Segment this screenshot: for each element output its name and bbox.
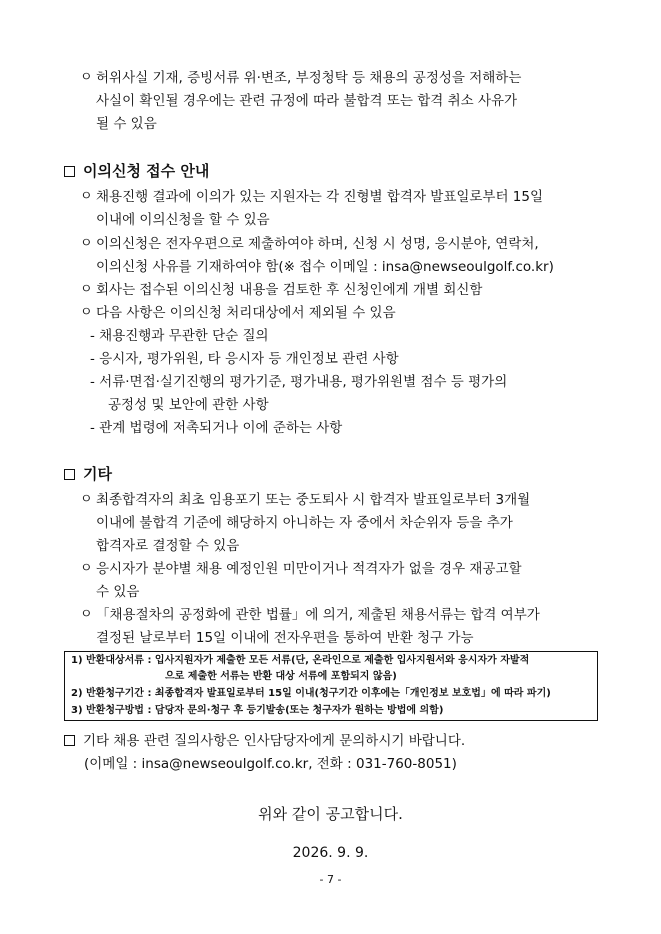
notice-date: 2026. 9. 9. bbox=[292, 845, 369, 861]
bullet: ㅇ bbox=[80, 236, 93, 251]
note-2: 2) 반환청구기간 : 최종합격자 발표일로부터 15일 이내(청구기간 이후에는「개인정보 보호법」에 따라 파기) bbox=[71, 688, 551, 699]
objection-item-1-line-2: 이내에 이의신청을 할 수 있음 bbox=[96, 212, 270, 228]
bullet: ㅇ bbox=[80, 607, 93, 622]
square-bullet-icon bbox=[64, 166, 75, 177]
other-item-1-line-2: 이내에 불합격 기준에 해당하지 아니하는 자 중에서 차순위자 등을 추가 bbox=[96, 515, 513, 531]
objection-item-2-line-1: 이의신청은 전자우편으로 제출하여야 하며, 신청 시 성명, 응시분야, 연락처, bbox=[96, 236, 539, 252]
bullet: ㅇ bbox=[80, 189, 93, 204]
block1-line-2: 사실이 확인될 경우에는 관련 규정에 따라 불합격 또는 합격 취소 사유가 bbox=[96, 93, 518, 109]
bullet: ㅇ bbox=[80, 70, 93, 85]
section-heading-objection bbox=[64, 160, 209, 182]
objection-item-3: 회사는 접수된 이의신청 내용을 검토한 후 신청인에게 개별 회신함 bbox=[96, 282, 483, 298]
other-item-3-line-1: 「채용절차의 공정화에 관한 법률」에 의거, 제출된 채용서류는 합격 여부가 bbox=[96, 607, 540, 623]
other-item-1-line-3: 합격자로 결정할 수 있음 bbox=[96, 538, 240, 554]
closing-statement: 위와 같이 공고합니다. bbox=[258, 805, 403, 823]
dash-item-4: - 관계 법령에 저촉되거나 이에 준하는 사항 bbox=[90, 420, 343, 436]
section-title: 이의신청 접수 안내 bbox=[83, 162, 210, 180]
dash-item-1: - 채용진행과 무관한 단순 질의 bbox=[90, 328, 269, 344]
note-3: 3) 반환청구방법 : 담당자 문의·청구 후 등기발송(또는 청구자가 원하는 방법에 의함) bbox=[71, 705, 444, 716]
other-item-1-line-1: 최종합격자의 최초 임용포기 또는 중도퇴사 시 합격자 발표일로부터 3개월 bbox=[96, 492, 531, 508]
section-title: 기타 bbox=[83, 465, 112, 483]
contact-line-1: 기타 채용 관련 질의사항은 인사담당자에게 문의하시기 바랍니다. bbox=[64, 730, 465, 752]
return-notes-box bbox=[64, 651, 598, 721]
block1-line-3: 될 수 있음 bbox=[96, 116, 157, 132]
objection-item-4: 다음 사항은 이의신청 처리대상에서 제외될 수 있음 bbox=[96, 305, 396, 321]
square-bullet-icon bbox=[64, 735, 75, 746]
other-item-2-line-2: 수 있음 bbox=[96, 584, 140, 600]
block1-line-1: 허위사실 기재, 증빙서류 위·변조, 부정청탁 등 채용의 공정성을 저해하는 bbox=[96, 70, 522, 86]
section-heading-other bbox=[64, 463, 112, 485]
objection-item-2-line-2: 이의신청 사유를 기재하여야 함(※ 접수 이메일 : insa@newseoulgolf.co.kr) bbox=[96, 259, 554, 275]
contact-line-2: (이메일 : insa@newseoulgolf.co.kr, 전화 : 031-760-8051) bbox=[84, 756, 457, 772]
bullet: ㅇ bbox=[80, 305, 93, 320]
dash-item-3: - 서류·면접·실기진행의 평가기준, 평가내용, 평가위원별 점수 등 평가의 bbox=[90, 374, 508, 390]
other-item-3-line-2: 결정된 날로부터 15일 이내에 전자우편을 통하여 반환 청구 가능 bbox=[96, 630, 474, 646]
dash-item-2: - 응시자, 평가위원, 타 응시자 등 개인정보 관련 사항 bbox=[90, 351, 399, 367]
bullet: ㅇ bbox=[80, 282, 93, 297]
bullet: ㅇ bbox=[80, 561, 93, 576]
page-number: - 7 - bbox=[319, 873, 342, 886]
note-1-line-1: 1) 반환대상서류 : 입사지원자가 제출한 모든 서류(단, 온라인으로 제출한 입사지원서와 응시자가 자발적 bbox=[71, 655, 530, 666]
note-1-line-2: 으로 제출한 서류는 반환 대상 서류에 포함되지 않음) bbox=[165, 671, 397, 682]
dash-item-3-line-2: 공정성 및 보안에 관한 사항 bbox=[108, 397, 269, 413]
square-bullet-icon bbox=[64, 469, 75, 480]
objection-item-1-line-1: 채용진행 결과에 이의가 있는 지원자는 각 진형별 합격자 발표일로부터 15일 bbox=[96, 189, 544, 205]
bullet: ㅇ bbox=[80, 492, 93, 507]
other-item-2-line-1: 응시자가 분야별 채용 예정인원 미만이거나 적격자가 없을 경우 재공고할 bbox=[96, 561, 522, 577]
